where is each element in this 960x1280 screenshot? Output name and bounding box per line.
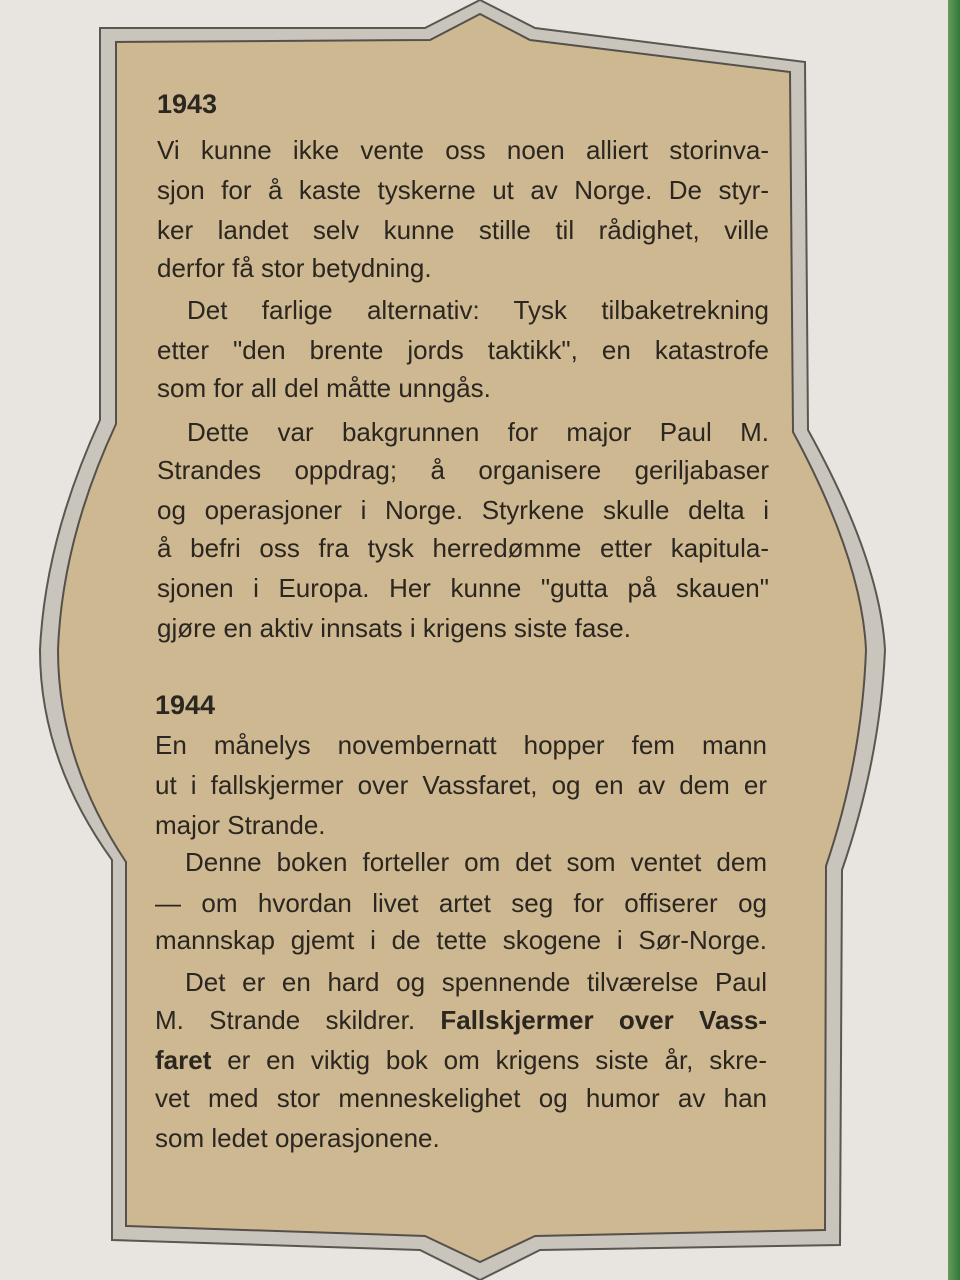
text-line: En månelys novembernatt hopper fem mann <box>155 730 767 760</box>
text-line <box>155 1044 767 1076</box>
text-line: gjøre en aktiv innsats i krigens siste fase. <box>157 613 631 643</box>
text-line: som for all del måtte unngås. <box>157 373 491 403</box>
text-line: sjonen i Europa. Her kunne "gutta på skauen" <box>157 573 769 603</box>
text-line: Denne boken forteller om det som ventet dem <box>185 847 767 877</box>
text-line: Vi kunne ikke vente oss noen alliert storinva- <box>157 135 769 165</box>
text-line: som ledet operasjonene. <box>155 1123 440 1153</box>
text-line: etter "den brente jords taktikk", en katastrofe <box>157 335 769 365</box>
text-line: vet med stor menneskelighet og humor av han <box>155 1083 767 1113</box>
text-line: Det er en hard og spennende tilværelse Paul <box>185 967 767 997</box>
text-line <box>155 1004 767 1036</box>
year-heading: 1943 <box>157 89 218 119</box>
text-line: Strandes oppdrag; å organisere geriljabaser <box>157 455 769 485</box>
text-line: å befri oss fra tysk herredømme etter kapitula- <box>157 533 769 563</box>
book-title: Fallskjermer over Vass- <box>440 1005 767 1035</box>
text-line: mannskap gjemt i de tette skogene i Sør-Norge. <box>155 925 767 955</box>
text-line: sjon for å kaste tyskerne ut av Norge. De styr- <box>157 175 769 205</box>
text-line: ker landet selv kunne stille til rådighet, ville <box>157 215 769 245</box>
text-line: major Strande. <box>155 810 326 840</box>
text-line: ut i fallskjermer over Vassfaret, og en av dem er <box>155 770 767 800</box>
book-title: faret <box>155 1045 212 1075</box>
text-segment: er en viktig bok om krigens siste år, skre- <box>227 1045 767 1075</box>
text-line: derfor få stor betydning. <box>157 253 432 283</box>
text-line: og operasjoner i Norge. Styrkene skulle delta i <box>157 495 769 525</box>
text-line: Dette var bakgrunnen for major Paul M. <box>187 417 769 447</box>
year-heading: 1944 <box>155 690 216 720</box>
text-segment: M. Strande skildrer. <box>155 1005 416 1035</box>
text-line: — om hvordan livet artet seg for offiserer og <box>155 888 767 918</box>
text-line: Det farlige alternativ: Tysk tilbaketrekning <box>187 295 769 325</box>
